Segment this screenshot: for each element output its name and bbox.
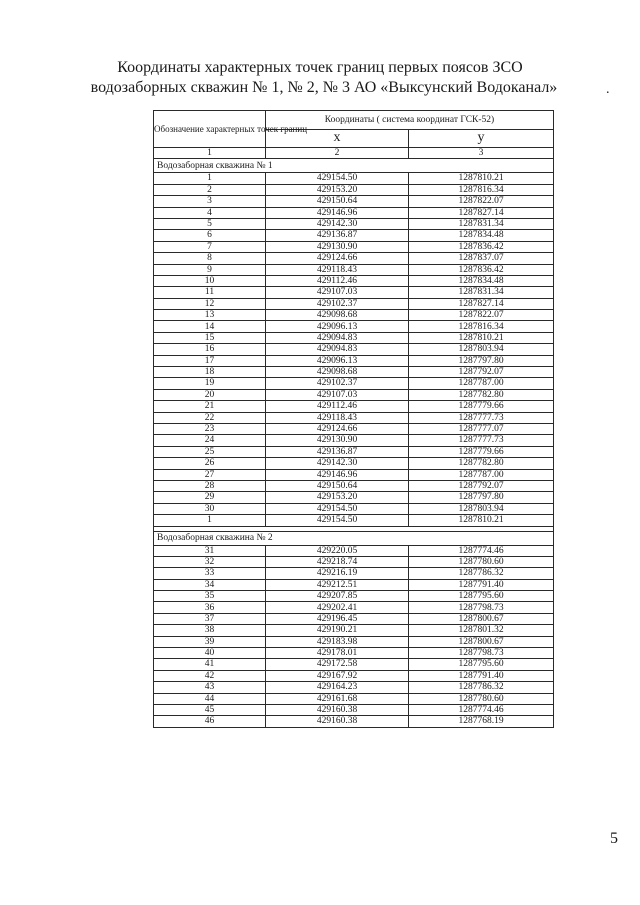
point-number-cell: 42	[154, 670, 266, 681]
x-coordinate-cell: 429107.03	[266, 287, 409, 298]
header-number-row	[154, 148, 554, 159]
point-number-cell: 3	[154, 196, 266, 207]
y-coordinate-cell: 1287792.07	[409, 480, 554, 491]
point-number-cell: 28	[154, 480, 266, 491]
x-coordinate-cell: 429094.83	[266, 332, 409, 343]
table-row	[154, 310, 554, 321]
y-coordinate-cell: 1287803.94	[409, 344, 554, 355]
y-coordinate-cell: 1287780.60	[409, 693, 554, 704]
x-coordinate-cell: 429142.30	[266, 458, 409, 469]
x-coordinate-cell: 429183.98	[266, 636, 409, 647]
x-coordinate-cell: 429167.92	[266, 670, 409, 681]
table-row	[154, 545, 554, 556]
point-number-cell: 5	[154, 218, 266, 229]
point-number-cell: 36	[154, 602, 266, 613]
table-row	[154, 568, 554, 579]
table-row	[154, 446, 554, 457]
table-row	[154, 670, 554, 681]
y-coordinate-cell: 1287836.42	[409, 264, 554, 275]
table-row	[154, 412, 554, 423]
table-row	[154, 602, 554, 613]
x-coordinate-cell: 429178.01	[266, 648, 409, 659]
y-coordinate-cell: 1287801.32	[409, 625, 554, 636]
x-coordinate-cell: 429136.87	[266, 446, 409, 457]
x-coordinate-cell: 429154.50	[266, 515, 409, 526]
x-coordinate-cell: 429136.87	[266, 230, 409, 241]
table-row	[154, 458, 554, 469]
header-col-number-2: 2	[266, 148, 409, 159]
x-coordinate-cell: 429154.50	[266, 173, 409, 184]
table-row	[154, 503, 554, 514]
x-coordinate-cell: 429130.90	[266, 435, 409, 446]
table-row	[154, 378, 554, 389]
y-coordinate-cell: 1287810.21	[409, 515, 554, 526]
y-coordinate-cell: 1287834.48	[409, 230, 554, 241]
point-number-cell: 19	[154, 378, 266, 389]
x-coordinate-cell: 429146.96	[266, 469, 409, 480]
point-number-cell: 20	[154, 389, 266, 400]
point-number-cell: 6	[154, 230, 266, 241]
header-col-number-1: 1	[154, 148, 266, 159]
table-row	[154, 659, 554, 670]
table-row	[154, 196, 554, 207]
title-mark: .	[606, 82, 610, 97]
table-row	[154, 355, 554, 366]
table-row	[154, 173, 554, 184]
y-coordinate-cell: 1287791.40	[409, 670, 554, 681]
point-number-cell: 24	[154, 435, 266, 446]
x-coordinate-cell: 429150.64	[266, 196, 409, 207]
section-title: Водозаборная скважина № 1	[154, 159, 554, 173]
y-coordinate-cell: 1287810.21	[409, 332, 554, 343]
table-row	[154, 613, 554, 624]
table-row	[154, 332, 554, 343]
x-coordinate-cell: 429112.46	[266, 275, 409, 286]
y-coordinate-cell: 1287795.60	[409, 591, 554, 602]
point-number-cell: 23	[154, 423, 266, 434]
x-coordinate-cell: 429172.58	[266, 659, 409, 670]
y-coordinate-cell: 1287831.34	[409, 287, 554, 298]
table-row	[154, 648, 554, 659]
page-number: 5	[610, 830, 618, 847]
x-coordinate-cell: 429102.37	[266, 298, 409, 309]
y-coordinate-cell: 1287798.73	[409, 602, 554, 613]
y-coordinate-cell: 1287786.32	[409, 682, 554, 693]
x-coordinate-cell: 429102.37	[266, 378, 409, 389]
header-x: x	[266, 129, 409, 147]
point-number-cell: 30	[154, 503, 266, 514]
table-row	[154, 184, 554, 195]
x-coordinate-cell: 429096.13	[266, 355, 409, 366]
x-coordinate-cell: 429207.85	[266, 591, 409, 602]
x-coordinate-cell: 429107.03	[266, 389, 409, 400]
table-row	[154, 241, 554, 252]
table-row	[154, 556, 554, 567]
table-row	[154, 389, 554, 400]
point-number-cell: 33	[154, 568, 266, 579]
table-row	[154, 636, 554, 647]
point-number-cell: 29	[154, 492, 266, 503]
y-coordinate-cell: 1287779.66	[409, 401, 554, 412]
x-coordinate-cell: 429154.50	[266, 503, 409, 514]
x-coordinate-cell: 429146.96	[266, 207, 409, 218]
point-number-cell: 7	[154, 241, 266, 252]
point-number-cell: 17	[154, 355, 266, 366]
point-number-cell: 41	[154, 659, 266, 670]
y-coordinate-cell: 1287800.67	[409, 613, 554, 624]
table-row	[154, 253, 554, 264]
point-number-cell: 27	[154, 469, 266, 480]
y-coordinate-cell: 1287816.34	[409, 184, 554, 195]
point-number-cell: 46	[154, 716, 266, 727]
point-number-cell: 37	[154, 613, 266, 624]
section-header-row	[154, 159, 554, 173]
point-number-cell: 9	[154, 264, 266, 275]
x-coordinate-cell: 429164.23	[266, 682, 409, 693]
x-coordinate-cell: 429160.38	[266, 716, 409, 727]
y-coordinate-cell: 1287787.00	[409, 469, 554, 480]
table-row	[154, 716, 554, 727]
header-point-designation: Обозначение характерных точек границ	[154, 111, 266, 148]
y-coordinate-cell: 1287834.48	[409, 275, 554, 286]
point-number-cell: 38	[154, 625, 266, 636]
x-coordinate-cell: 429153.20	[266, 184, 409, 195]
document-title	[0, 58, 640, 98]
y-coordinate-cell: 1287797.80	[409, 355, 554, 366]
y-coordinate-cell: 1287816.34	[409, 321, 554, 332]
table-row	[154, 480, 554, 491]
point-number-cell: 44	[154, 693, 266, 704]
y-coordinate-cell: 1287768.19	[409, 716, 554, 727]
x-coordinate-cell: 429220.05	[266, 545, 409, 556]
y-coordinate-cell: 1287803.94	[409, 503, 554, 514]
y-coordinate-cell: 1287782.80	[409, 389, 554, 400]
point-number-cell: 11	[154, 287, 266, 298]
y-coordinate-cell: 1287795.60	[409, 659, 554, 670]
header-coordinates: Координаты ( система координат ГСК-52)	[266, 111, 554, 130]
header-col-number-3: 3	[409, 148, 554, 159]
table-row	[154, 469, 554, 480]
point-number-cell: 1	[154, 515, 266, 526]
y-coordinate-cell: 1287782.80	[409, 458, 554, 469]
point-number-cell: 16	[154, 344, 266, 355]
point-number-cell: 18	[154, 367, 266, 378]
y-coordinate-cell: 1287787.00	[409, 378, 554, 389]
y-coordinate-cell: 1287777.07	[409, 423, 554, 434]
y-coordinate-cell: 1287822.07	[409, 310, 554, 321]
point-number-cell: 12	[154, 298, 266, 309]
coordinates-table	[153, 110, 554, 728]
x-coordinate-cell: 429098.68	[266, 367, 409, 378]
y-coordinate-cell: 1287831.34	[409, 218, 554, 229]
table-row	[154, 625, 554, 636]
table-row	[154, 367, 554, 378]
table-row	[154, 579, 554, 590]
x-coordinate-cell: 429130.90	[266, 241, 409, 252]
x-coordinate-cell: 429218.74	[266, 556, 409, 567]
y-coordinate-cell: 1287827.14	[409, 298, 554, 309]
point-number-cell: 8	[154, 253, 266, 264]
x-coordinate-cell: 429096.13	[266, 321, 409, 332]
point-number-cell: 14	[154, 321, 266, 332]
point-number-cell: 21	[154, 401, 266, 412]
point-number-cell: 25	[154, 446, 266, 457]
y-coordinate-cell: 1287779.66	[409, 446, 554, 457]
x-coordinate-cell: 429118.43	[266, 412, 409, 423]
point-number-cell: 31	[154, 545, 266, 556]
table-row	[154, 515, 554, 526]
table-row	[154, 275, 554, 286]
table-row	[154, 423, 554, 434]
point-number-cell: 45	[154, 704, 266, 715]
x-coordinate-cell: 429161.68	[266, 693, 409, 704]
point-number-cell: 35	[154, 591, 266, 602]
y-coordinate-cell: 1287774.46	[409, 545, 554, 556]
table-row	[154, 230, 554, 241]
title-line-1: Координаты характерных точек границ первых поясов ЗСО	[117, 59, 523, 76]
x-coordinate-cell: 429098.68	[266, 310, 409, 321]
x-coordinate-cell: 429124.66	[266, 423, 409, 434]
y-coordinate-cell: 1287777.73	[409, 435, 554, 446]
table-row	[154, 207, 554, 218]
header-y: y	[409, 129, 554, 147]
x-coordinate-cell: 429196.45	[266, 613, 409, 624]
y-coordinate-cell: 1287780.60	[409, 556, 554, 567]
table-row	[154, 344, 554, 355]
y-coordinate-cell: 1287792.07	[409, 367, 554, 378]
x-coordinate-cell: 429202.41	[266, 602, 409, 613]
y-coordinate-cell: 1287827.14	[409, 207, 554, 218]
y-coordinate-cell: 1287791.40	[409, 579, 554, 590]
point-number-cell: 2	[154, 184, 266, 195]
y-coordinate-cell: 1287798.73	[409, 648, 554, 659]
table-row	[154, 693, 554, 704]
point-number-cell: 10	[154, 275, 266, 286]
y-coordinate-cell: 1287837.07	[409, 253, 554, 264]
table-row	[154, 682, 554, 693]
point-number-cell: 26	[154, 458, 266, 469]
table-row	[154, 704, 554, 715]
y-coordinate-cell: 1287777.73	[409, 412, 554, 423]
table-row	[154, 321, 554, 332]
x-coordinate-cell: 429212.51	[266, 579, 409, 590]
point-number-cell: 15	[154, 332, 266, 343]
y-coordinate-cell: 1287786.32	[409, 568, 554, 579]
point-number-cell: 4	[154, 207, 266, 218]
section-header-row	[154, 531, 554, 545]
table-row	[154, 287, 554, 298]
point-number-cell: 43	[154, 682, 266, 693]
x-coordinate-cell: 429153.20	[266, 492, 409, 503]
y-coordinate-cell: 1287800.67	[409, 636, 554, 647]
x-coordinate-cell: 429150.64	[266, 480, 409, 491]
x-coordinate-cell: 429190.21	[266, 625, 409, 636]
x-coordinate-cell: 429094.83	[266, 344, 409, 355]
table-row	[154, 298, 554, 309]
table-row	[154, 401, 554, 412]
y-coordinate-cell: 1287836.42	[409, 241, 554, 252]
x-coordinate-cell: 429160.38	[266, 704, 409, 715]
point-number-cell: 13	[154, 310, 266, 321]
table-row	[154, 591, 554, 602]
point-number-cell: 34	[154, 579, 266, 590]
x-coordinate-cell: 429216.19	[266, 568, 409, 579]
x-coordinate-cell: 429112.46	[266, 401, 409, 412]
x-coordinate-cell: 429118.43	[266, 264, 409, 275]
title-line-2: водозаборных скважин № 1, № 2, № 3 АО «Выксунский Водоканал»	[90, 79, 558, 96]
table-row	[154, 492, 554, 503]
x-coordinate-cell: 429142.30	[266, 218, 409, 229]
y-coordinate-cell: 1287797.80	[409, 492, 554, 503]
y-coordinate-cell: 1287822.07	[409, 196, 554, 207]
point-number-cell: 32	[154, 556, 266, 567]
table-row	[154, 264, 554, 275]
y-coordinate-cell: 1287774.46	[409, 704, 554, 715]
point-number-cell: 22	[154, 412, 266, 423]
header-row	[154, 111, 554, 130]
section-title: Водозаборная скважина № 2	[154, 531, 554, 545]
table-row	[154, 218, 554, 229]
table-row	[154, 435, 554, 446]
point-number-cell: 1	[154, 173, 266, 184]
point-number-cell: 40	[154, 648, 266, 659]
point-number-cell: 39	[154, 636, 266, 647]
x-coordinate-cell: 429124.66	[266, 253, 409, 264]
y-coordinate-cell: 1287810.21	[409, 173, 554, 184]
